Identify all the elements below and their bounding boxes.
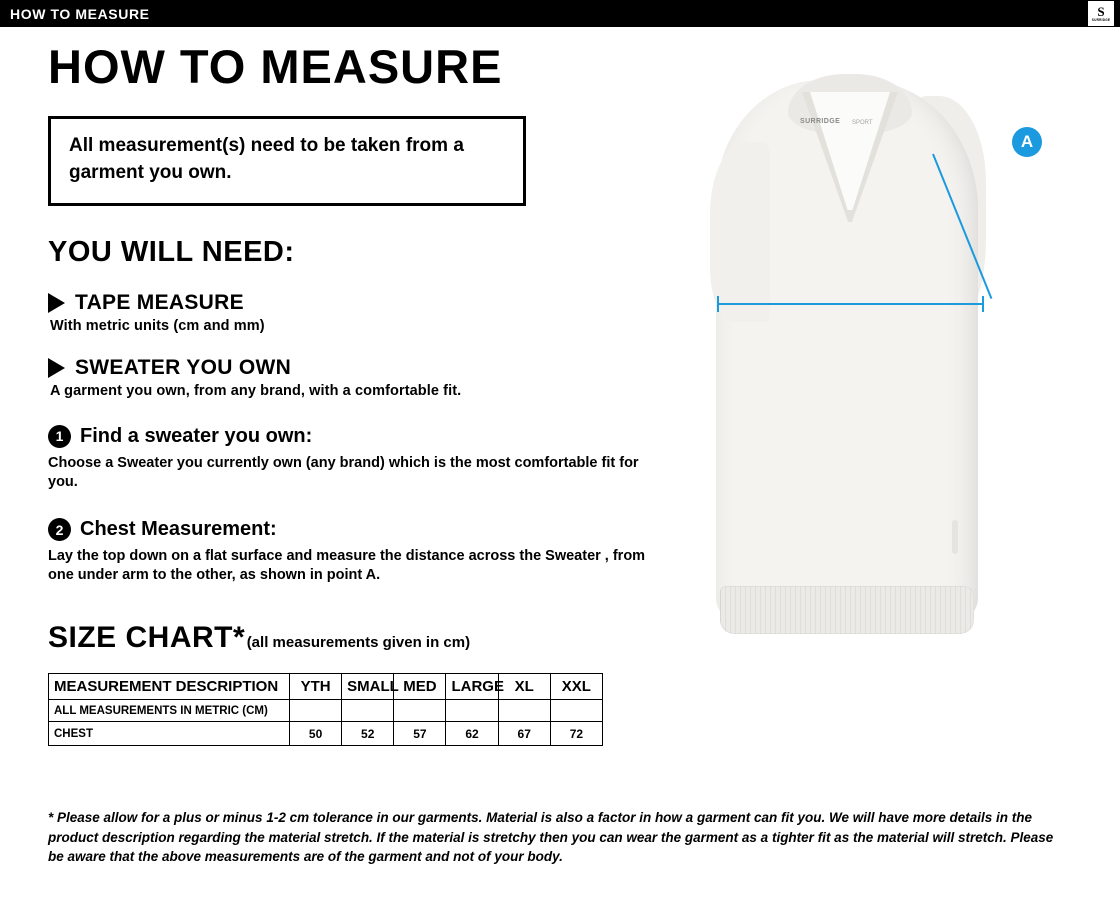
size-chart-heading [48,621,658,655]
sweater-hem-ribbing [720,586,974,634]
sweater-left-shoulder [710,142,770,322]
sweater-hem [720,586,974,634]
step-number-badge: 1 [48,425,71,448]
step-body: Choose a Sweater you currently own (any brand) which is the most comfortable fit for you. [48,454,639,491]
logo-mark: S [1097,3,1105,19]
sweater-brand-label-secondary: SPORT [852,120,873,126]
metric-note-label: ALL MEASUREMENTS IN METRIC (CM) [49,700,290,722]
logo-wordmark: SURRIDGE [1091,17,1111,22]
cell-chest-large: 62 [446,722,498,746]
callout-box: All measurement(s) need to be taken from a garment you own. [48,116,526,206]
metric-note-cell [394,700,446,722]
content-column [48,40,658,746]
garment-photo [650,30,1120,670]
need-label: SWEATER YOU OWN [75,355,292,379]
sweater-brand-label: SURRIDGE [800,118,841,125]
step-body: Lay the top down on a flat surface and measure the distance across the Sweater , from one under arm to the other, as shown in point A. [48,548,646,584]
size-chart-note: (all measurements given in cm) [246,634,471,652]
size-chart-title: SIZE CHART [48,621,233,655]
step-number-badge: 2 [48,518,71,541]
table-row-metric-note [49,700,603,722]
surridge-logo [1088,1,1114,26]
table-header-row [49,674,603,700]
step-head [48,518,658,541]
step-title: Chest Measurement: [80,518,277,541]
column-header-description: MEASUREMENT DESCRIPTION [49,674,290,700]
top-bar [0,0,1120,27]
sweater-illustration [680,50,1034,650]
measurement-marker-a: A [1012,127,1042,157]
cell-chest-med: 57 [394,722,446,746]
metric-note-cell [446,700,498,722]
cell-chest-small: 52 [342,722,394,746]
top-bar-title: HOW TO MEASURE [10,6,150,22]
column-header-small: SMALL [342,674,394,700]
metric-note-cell [550,700,602,722]
need-head [48,291,658,315]
row-label-chest: CHEST [49,722,290,746]
metric-note-cell [498,700,550,722]
size-chart-table [48,673,603,746]
size-chart-asterisk: * [233,621,245,655]
column-header-yth: YTH [290,674,342,700]
column-header-xl: XL [498,674,550,700]
need-subtext: A garment you own, from any brand, with a comfortable fit. [50,382,462,399]
metric-note-cell [290,700,342,722]
triangle-bullet-icon [48,358,65,378]
column-header-large: LARGE [446,674,498,700]
you-will-need-heading: YOU WILL NEED: [48,235,295,268]
metric-note-cell [342,700,394,722]
chest-measurement-line [718,303,984,305]
cell-chest-yth: 50 [290,722,342,746]
need-subtext: With metric units (cm and mm) [50,317,265,334]
column-header-med: MED [394,674,446,700]
step-2 [48,518,658,585]
cell-chest-xxl: 72 [550,722,602,746]
table-row [49,722,603,746]
measurement-end-cap-right [982,296,984,312]
footnote-text: * Please allow for a plus or minus 1-2 cm tolerance in our garments. Material is also a factor in how a garment can fit you. We will have more details in the product description regarding the material stretch. If the material is stretchy then you can wear the garment as a tighter fit as the material will stretch. Please be aware that the above measurements are of the garment and not of your body. [48,810,1054,865]
need-label: TAPE MEASURE [75,290,244,314]
step-1 [48,425,658,492]
column-header-xxl: XXL [550,674,602,700]
step-head [48,425,658,448]
triangle-bullet-icon [48,293,65,313]
cell-chest-xl: 67 [498,722,550,746]
sweater-side-tag [952,520,958,554]
page-title: HOW TO MEASURE [48,40,503,93]
step-title: Find a sweater you own: [80,424,313,447]
need-item-sweater [48,356,658,399]
need-item-tape-measure [48,291,658,334]
need-head [48,356,658,380]
